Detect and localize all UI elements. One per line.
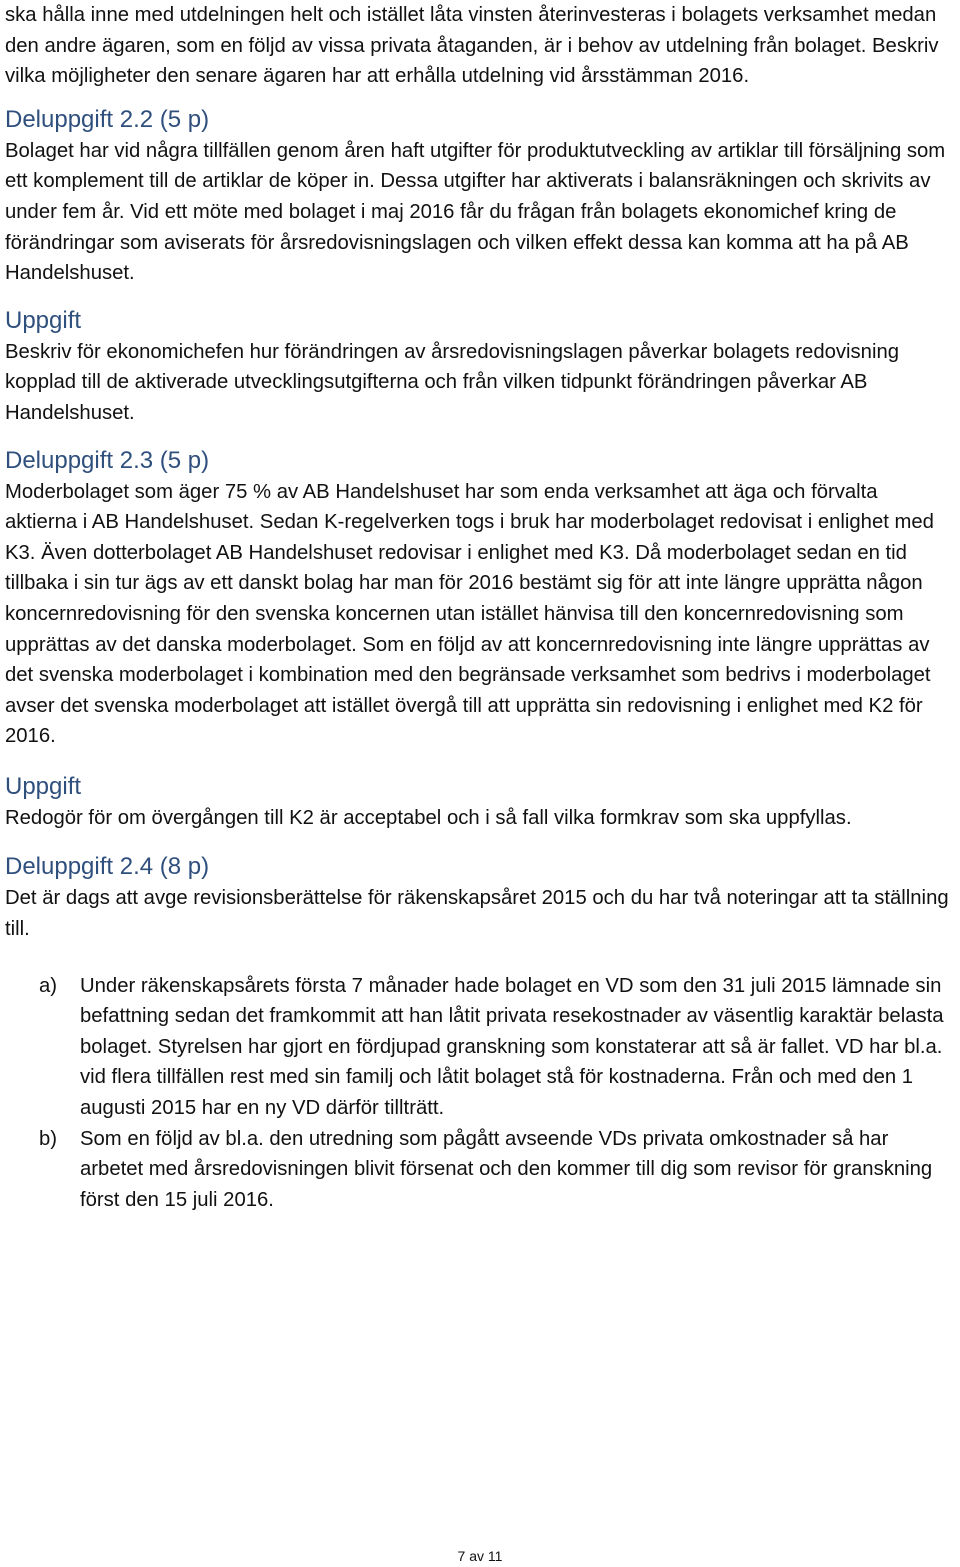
list-text-a: Under räkenskapsårets första 7 månader hade bolaget en VD som den 31 juli 2015 lämnade sin befattning sedan det framkommit att han låtit privata resekostnader av väsentlig karaktär belasta bolaget. Styrelsen har gjort en fördjupad granskning som konstaterar att så är fallet. VD har bl.a. vid flera tillfällen rest med sin familj och låtit bolaget stå för kostnaderna. Från och med den 1 augusti 2015 har en ny VD därför tillträtt.: [80, 974, 944, 1120]
deluppgift-2-3-heading: Deluppgift 2.3 (5 p): [5, 446, 210, 474]
deluppgift-2-4-heading: Deluppgift 2.4 (8 p): [5, 853, 210, 881]
noteringar-list: [5, 971, 955, 1216]
list-marker-b: b): [39, 1127, 58, 1150]
document-page: [5, 0, 955, 1215]
list-text-b: Som en följd av bl.a. den utredning som pågått avseende VDs privata omkostnader så har arbetet med årsredovisningen blivit försenat och den kommer till dig som revisor för granskning först den 15 juli 2016.: [80, 1127, 933, 1211]
list-marker-a: a): [39, 974, 58, 997]
deluppgift-2-2-heading: Deluppgift 2.2 (5 p): [5, 105, 210, 133]
deluppgift-2-2-body: Bolaget har vid några tillfällen genom åren haft utgifter för produktutveckling av artiklar till försäljning som ett komplement till de artiklar de köper in. Dessa utgifter har aktiverats i balansräkningen och skrivits av under fem år. Vid ett möte med bolaget i maj 2016 får du frågan från bolagets ekonomichef kring de förändringar som aviserats för årsredovisningslagen och vilken effekt dessa kan komma att ha på AB Handelshuset.: [5, 139, 946, 285]
deluppgift-2-3-body: Moderbolaget som äger 75 % av AB Handelshuset har som enda verksamhet att äga och förvalta aktierna i AB Handelshuset. Sedan K-regelverken togs i bruk har moderbolaget redovisat i enlighet med K3. Även dotterbolaget AB Handelshuset redovisar i enlighet med K3. Då moderbolaget sedan en tid tillbaka i sin tur ägs av ett danskt bolag har man för 2016 bestämt sig för att inte längre upprätta någon koncernredovisning för den svenska koncernen utan istället hänvisa till den koncernredovisning som upprättas av det danska moderbolaget. Som en följd av att koncernredovisning inte längre upprättas av det svenska moderbolaget i kombination med den begränsade verksamhet som bedrivs i moderbolaget avser det svenska moderbolaget att istället övergå till att upprätta sin redovisning i enlighet med K2 för 2016.: [5, 480, 934, 748]
uppgift-body-2-3: Redogör för om övergången till K2 är acceptabel och i så fall vilka formkrav som ska uppfyllas.: [5, 806, 852, 829]
list-item-b: [5, 1124, 955, 1216]
deluppgift-2-4-body: Det är dags att avge revisionsberättelse för räkenskapsåret 2015 och du har två noteringar att ta ställning till.: [5, 887, 949, 941]
uppgift-heading-2-3: Uppgift: [5, 772, 82, 800]
uppgift-heading-2-2: Uppgift: [5, 306, 82, 334]
list-item-a: [5, 971, 955, 1124]
intro-continuation-paragraph: ska hålla inne med utdelningen helt och istället låta vinsten återinvesteras i bolagets verksamhet medan den andre ägaren, som en följd av vissa privata åtaganden, är i behov av utdelning från bolaget. Beskriv vilka möjligheter den senare ägaren har att erhålla utdelning vid årsstämman 2016.: [5, 4, 939, 88]
page-number-footer: 7 av 11: [457, 1548, 503, 1564]
uppgift-body-2-2: Beskriv för ekonomichefen hur förändringen av årsredovisningslagen påverkar bolagets redovisning kopplad till de aktiverade utvecklingsutgifterna och från vilken tidpunkt förändringen påverkar AB Handelshuset.: [5, 340, 900, 424]
